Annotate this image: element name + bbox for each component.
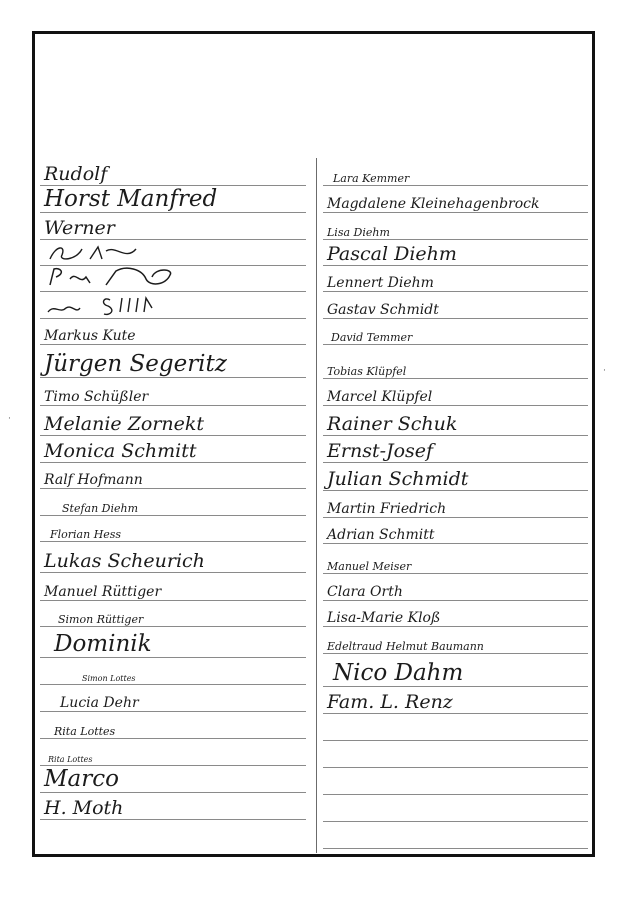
handwritten-signature: Gastav Schmidt <box>327 302 439 318</box>
scribble-signature <box>46 265 196 291</box>
signature-line <box>323 632 588 654</box>
signature-line <box>40 270 306 292</box>
signature-line <box>40 494 306 516</box>
signature-line <box>40 244 306 266</box>
handwritten-signature: Florian Hess <box>50 528 122 541</box>
signature-line <box>40 717 306 739</box>
signature-line <box>40 520 306 542</box>
handwritten-signature: Monica Schmitt <box>44 440 197 462</box>
signature-line <box>40 549 306 573</box>
handwritten-signature: Manuel Rüttiger <box>44 584 162 600</box>
signature-line <box>40 579 306 601</box>
handwritten-signature: Timo Schüßler <box>44 389 149 405</box>
handwritten-signature: Jürgen Segeritz <box>44 351 227 377</box>
handwritten-signature: Dominik <box>54 631 152 657</box>
signature-line <box>323 270 588 292</box>
handwritten-signature: H. Moth <box>44 797 124 819</box>
handwritten-signature: Rainer Schuk <box>327 413 458 435</box>
handwritten-signature: Melanie Zornekt <box>44 413 205 435</box>
handwritten-signature: Lara Kemmer <box>333 172 410 185</box>
signature-line <box>323 244 588 266</box>
signature-line <box>40 605 306 627</box>
signature-line <box>323 719 588 741</box>
signature-line <box>40 744 306 766</box>
signature-line <box>40 663 306 685</box>
signature-line <box>323 827 588 849</box>
signature-line <box>40 690 306 712</box>
signature-line <box>323 441 588 463</box>
signature-line <box>40 441 306 463</box>
handwritten-signature: Manuel Meiser <box>327 560 412 573</box>
signature-line <box>40 164 306 186</box>
signature-line <box>323 659 588 687</box>
handwritten-signature: Martin Friedrich <box>327 501 447 517</box>
handwritten-signature: Simon Lottes <box>82 674 136 683</box>
signature-line <box>323 522 588 544</box>
scribble-signature <box>46 241 166 265</box>
handwritten-signature: Werner <box>44 217 115 239</box>
signature-line <box>323 467 588 491</box>
handwritten-signature: Edeltraud Helmut Baumann <box>327 640 484 653</box>
handwritten-signature: Horst Manfred <box>44 186 218 212</box>
scan-speck: · <box>603 366 606 376</box>
handwritten-signature: Fam. L. Renz <box>327 691 453 713</box>
signature-line <box>323 191 588 213</box>
signature-line <box>323 692 588 714</box>
signature-line <box>323 384 588 406</box>
signature-line <box>323 323 588 345</box>
handwritten-signature: Marco <box>44 766 119 792</box>
handwritten-signature: Markus Kute <box>44 328 136 344</box>
handwritten-signature: Marcel Klüpfel <box>327 389 433 405</box>
handwritten-signature: Adrian Schmitt <box>327 527 435 543</box>
handwritten-signature: Lisa-Marie Kloß <box>327 610 441 626</box>
handwritten-signature: Pascal Diehm <box>327 243 457 265</box>
signature-line <box>323 411 588 436</box>
signature-line <box>40 798 306 820</box>
signature-line <box>323 746 588 768</box>
handwritten-signature: Lennert Diehm <box>327 275 434 291</box>
signature-line <box>40 350 306 378</box>
handwritten-signature: Rita Lottes <box>48 755 93 764</box>
handwritten-signature: Lucia Dehr <box>60 695 139 711</box>
signature-line <box>323 773 588 795</box>
handwritten-signature: Ralf Hofmann <box>44 472 143 488</box>
signature-line <box>323 357 588 379</box>
handwritten-signature: Lisa Diehm <box>327 226 390 239</box>
signature-line <box>323 496 588 518</box>
handwritten-signature: Rita Lottes <box>54 725 116 738</box>
signature-line <box>323 579 588 601</box>
handwritten-signature: Rudolf <box>44 163 108 185</box>
signature-line <box>40 467 306 489</box>
column-divider <box>316 158 317 853</box>
handwritten-signature: Nico Dahm <box>333 660 464 686</box>
handwritten-signature: Lukas Scheurich <box>44 550 205 572</box>
handwritten-signature: Magdalene Kleinehagenbrock <box>327 196 540 212</box>
signature-line <box>323 800 588 822</box>
handwritten-signature: Tobias Klüpfel <box>327 365 407 378</box>
signature-line <box>323 218 588 240</box>
scan-speck: · <box>8 414 11 424</box>
signature-line <box>40 297 306 319</box>
signature-line <box>40 766 306 793</box>
signature-line <box>40 186 306 213</box>
handwritten-signature: Clara Orth <box>327 584 403 600</box>
signature-line <box>40 411 306 436</box>
signature-line <box>40 632 306 658</box>
signature-line <box>323 605 588 627</box>
signature-line <box>323 297 588 319</box>
handwritten-signature: Ernst-Josef <box>327 440 434 462</box>
signature-line <box>40 384 306 406</box>
handwritten-signature: Stefan Diehm <box>62 502 139 515</box>
handwritten-signature: Julian Schmidt <box>327 468 469 490</box>
signature-line <box>40 323 306 345</box>
handwritten-signature: David Temmer <box>331 331 413 344</box>
scribble-signature <box>46 294 196 318</box>
signature-line <box>323 164 588 186</box>
signature-line <box>40 218 306 240</box>
handwritten-signature: Simon Rüttiger <box>58 613 144 626</box>
signature-line <box>323 552 588 574</box>
